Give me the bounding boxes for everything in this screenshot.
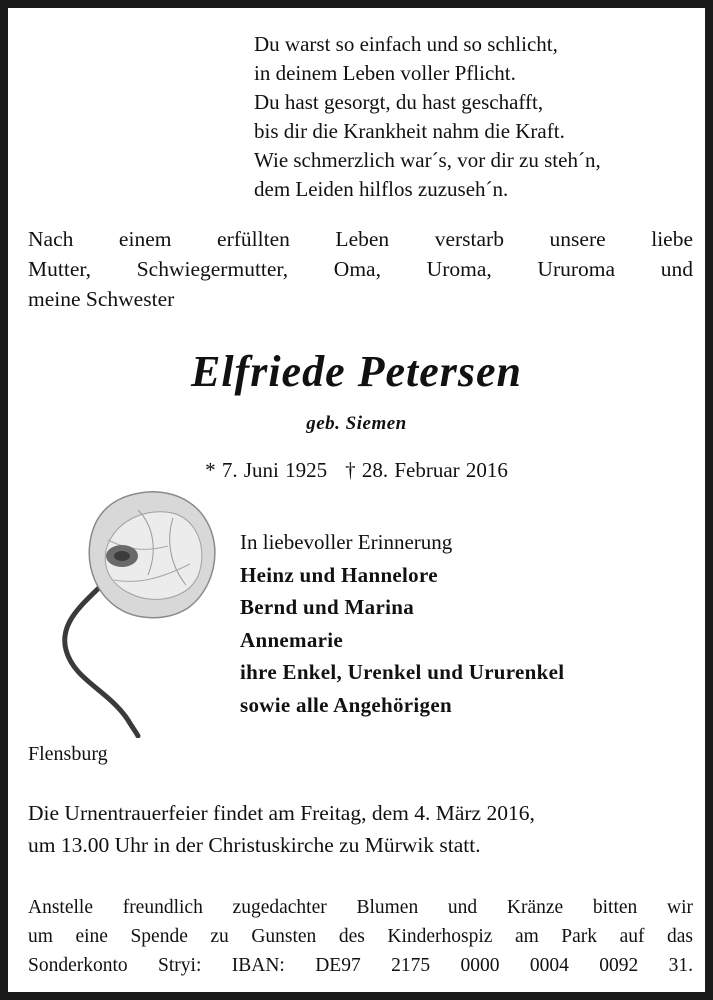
mourner-name: Annemarie xyxy=(240,627,344,652)
donation-line: um eine Spende zu Gunsten des Kinderhospiz am Park auf das xyxy=(28,926,693,947)
donation-line: Anstelle freundlich zugedachter Blumen und Kränze bitten wir xyxy=(28,897,693,918)
poem-line: in deinem Leben voller Pflicht. xyxy=(254,61,516,85)
announcement-line: Nach einem erfüllten Leben verstarb unsere liebe xyxy=(28,227,693,251)
memorial-poem xyxy=(254,30,694,204)
mourners-list xyxy=(240,526,690,721)
funeral-info xyxy=(28,797,693,861)
funeral-line: um 13.00 Uhr in der Christuskirche zu Mürwik statt. xyxy=(28,833,481,857)
birth-date: * 7. Juni 1925 xyxy=(205,458,328,482)
death-announcement xyxy=(28,224,693,314)
poem-line: Du hast gesorgt, du hast geschafft, xyxy=(254,90,544,114)
announcement-line: meine Schwester xyxy=(28,287,175,311)
deceased-name: Elfriede Petersen xyxy=(190,347,523,396)
poem-line: Du warst so einfach und so schlicht, xyxy=(254,32,558,56)
poem-line: dem Leiden hilflos zuzuseh´n. xyxy=(254,177,509,201)
mourner-name: ihre Enkel, Urenkel und Ururenkel xyxy=(240,660,565,684)
funeral-line: Die Urnentrauerfeier findet am Freitag, dem 4. März 2016, xyxy=(28,801,535,825)
poem-line: bis dir die Krankheit nahm die Kraft. xyxy=(254,119,565,143)
poem-line: Wie schmerzlich war´s, vor dir zu steh´n, xyxy=(254,148,601,172)
location: Flensburg xyxy=(28,743,108,765)
announcement-line: Mutter, Schwiegermutter, Oma, Uroma, Ururoma und xyxy=(28,257,693,281)
mourner-name: Heinz und Hannelore xyxy=(240,562,438,587)
donation-request xyxy=(28,893,693,980)
donation-line: Sonderkonto Stryi: IBAN: DE97 2175 0000 0004 0092 31. xyxy=(28,955,693,976)
remembrance-line: In liebevoller Erinnerung xyxy=(240,530,453,554)
death-date: † 28. Februar 2016 xyxy=(345,458,508,482)
maiden-name: geb. Siemen xyxy=(306,413,407,434)
poppy-flower-icon xyxy=(48,480,228,738)
mourner-name: Bernd und Marina xyxy=(240,595,414,619)
mourner-name: sowie alle Angehörigen xyxy=(240,692,452,717)
